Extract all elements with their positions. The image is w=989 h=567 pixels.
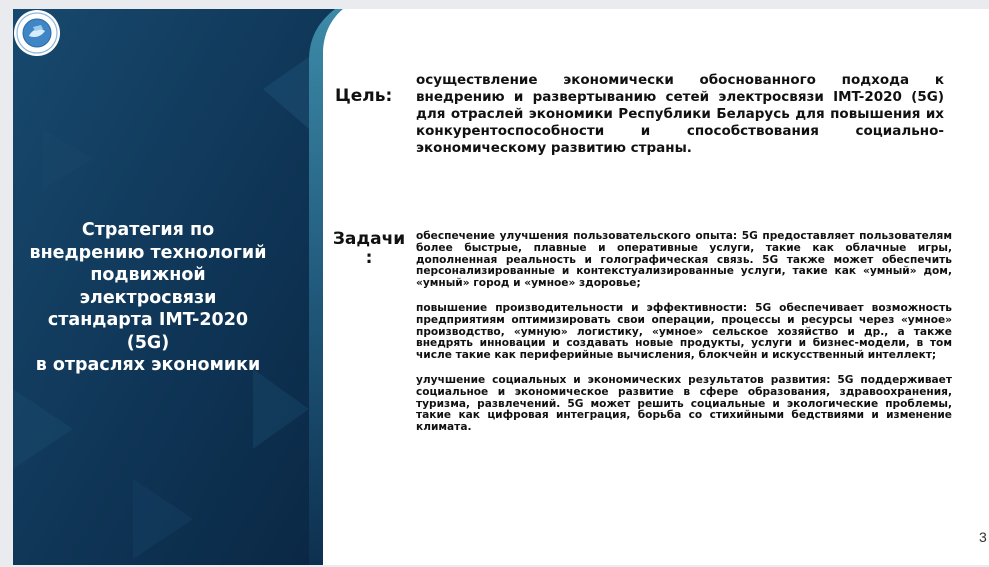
goal-label: Цель:: [335, 86, 393, 106]
task-item-user-experience: обеспечение улучшения пользовательского опыта: 5G предоставляет пользователям более быстрые, плавные и оперативные услуги, такие как облачные игры, дополненная реальность и голографическая связь. 5G также может обеспечить персонализированные и контекстуализированные услуги, такие как «умный» дом, «умный» город и «умное» здоровье;: [416, 230, 952, 290]
tasks-label: [332, 230, 406, 268]
task-item-productivity: повышение производительности и эффективности: 5G обеспечивает возможность предприятиям оптимизировать свои операции, процессы и ресурсы через «умное» производство, «умную» логистику, «умное» сельское хозяйство и др., а также внедрять инновации и создавать новые продукты, услуги и бизнес-модели, в том числе такие как периферийные вычисления, блокчейн и искусственный интеллект;: [416, 301, 952, 362]
slide-title: Стратегия по внедрению технологий подвижной электросвязи стандарта IMT-2020 (5G) в отраслях экономики: [29, 220, 267, 375]
goal-text: осуществление экономически обоснованного подхода к внедрению и развертыванию сетей электросвязи IMT-2020 (5G) для отраслей экономики Республики Беларусь для повышения их конкурентоспособности и способствования социально-экономическому развитию страны.: [416, 72, 944, 156]
title-panel: [13, 9, 343, 565]
organization-logo-icon: [13, 9, 61, 57]
tasks-label-text: Задачи :: [332, 229, 406, 268]
page-number: 3: [979, 529, 987, 545]
tasks-list: [416, 231, 952, 447]
task-item-social-economic: улучшение социальных и экономических результатов развития: 5G поддерживает социальное и экономическое развитие в сфере образования, здравоохранения, туризма, развлечений. 5G может решить социальные и экологические проблемы, такие как цифровая интеграция, борьба со стихийными бедствиями и изменение климата.: [416, 373, 952, 434]
slide: [13, 9, 989, 565]
